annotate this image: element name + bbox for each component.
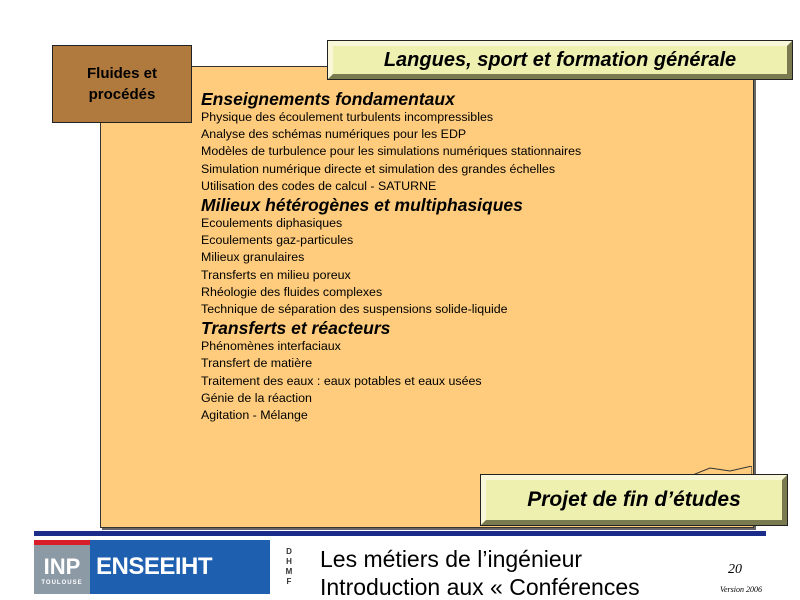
footer-title-line2: Introduction aux « Conférences bbox=[320, 574, 640, 600]
footer-title bbox=[320, 545, 720, 600]
section-title: Milieux hétérogènes et multiphasiques bbox=[201, 195, 523, 216]
section-title: Transferts et réacteurs bbox=[201, 318, 391, 339]
list-item: Analyse des schémas numériques pour les EDP bbox=[201, 127, 467, 142]
tab-langues-label: Langues, sport et formation générale bbox=[383, 48, 737, 71]
dhmf-letter: D bbox=[286, 547, 292, 556]
footer-title-line1: Les métiers de l’ingénieur bbox=[320, 546, 583, 572]
dhmf-letter: H bbox=[286, 557, 292, 566]
footer-divider bbox=[34, 531, 766, 536]
course-list bbox=[201, 89, 741, 424]
enseeiht-logo bbox=[90, 540, 270, 594]
list-item: Phénomènes interfaciaux bbox=[201, 339, 341, 354]
list-item: Modèles de turbulence pour les simulations numériques stationnaires bbox=[201, 144, 582, 159]
section-transferts bbox=[201, 318, 741, 424]
section-milieux bbox=[201, 195, 741, 318]
tab-projet-fin-etudes[interactable] bbox=[481, 475, 787, 525]
version-label: Version 2006 bbox=[720, 585, 762, 594]
list-item: Génie de la réaction bbox=[201, 390, 312, 405]
tab-fluides-procedes[interactable] bbox=[52, 45, 192, 123]
list-item: Technique de séparation des suspensions solide-liquide bbox=[201, 302, 508, 317]
dhmf-logo bbox=[280, 540, 298, 594]
dhmf-letter: F bbox=[286, 577, 292, 586]
inp-logo bbox=[34, 540, 90, 594]
dhmf-letter: M bbox=[285, 567, 293, 576]
list-item: Rhéologie des fluides complexes bbox=[201, 284, 383, 299]
inp-logo-text: INP bbox=[43, 553, 81, 579]
section-fondamentaux bbox=[201, 89, 741, 195]
tab-langues-sport[interactable] bbox=[328, 41, 792, 79]
page-number: 20 bbox=[728, 562, 742, 577]
list-item: Transferts en milieu poreux bbox=[201, 267, 351, 282]
list-item: Physique des écoulement turbulents incompressibles bbox=[201, 110, 494, 124]
list-item: Traitement des eaux : eaux potables et eaux usées bbox=[201, 373, 482, 388]
list-item: Agitation - Mélange bbox=[201, 408, 308, 423]
enseeiht-logo-text: ENSEEIHT bbox=[96, 553, 213, 580]
tab-projet-label: Projet de fin d’études bbox=[527, 488, 741, 511]
list-item: Utilisation des codes de calcul - SATURNE bbox=[201, 178, 437, 193]
inp-logo-subtext: TOULOUSE bbox=[41, 579, 83, 586]
tab-fluides-label: Fluides et procédés bbox=[86, 65, 157, 103]
section-title: Enseignements fondamentaux bbox=[201, 89, 455, 109]
list-item: Transfert de matière bbox=[201, 356, 313, 371]
list-item: Simulation numérique directe et simulation des grandes échelles bbox=[201, 161, 556, 176]
list-item: Ecoulements diphasiques bbox=[201, 216, 343, 231]
list-item: Ecoulements gaz-particules bbox=[201, 233, 354, 248]
school-logo bbox=[34, 540, 306, 594]
list-item: Milieux granulaires bbox=[201, 250, 305, 265]
